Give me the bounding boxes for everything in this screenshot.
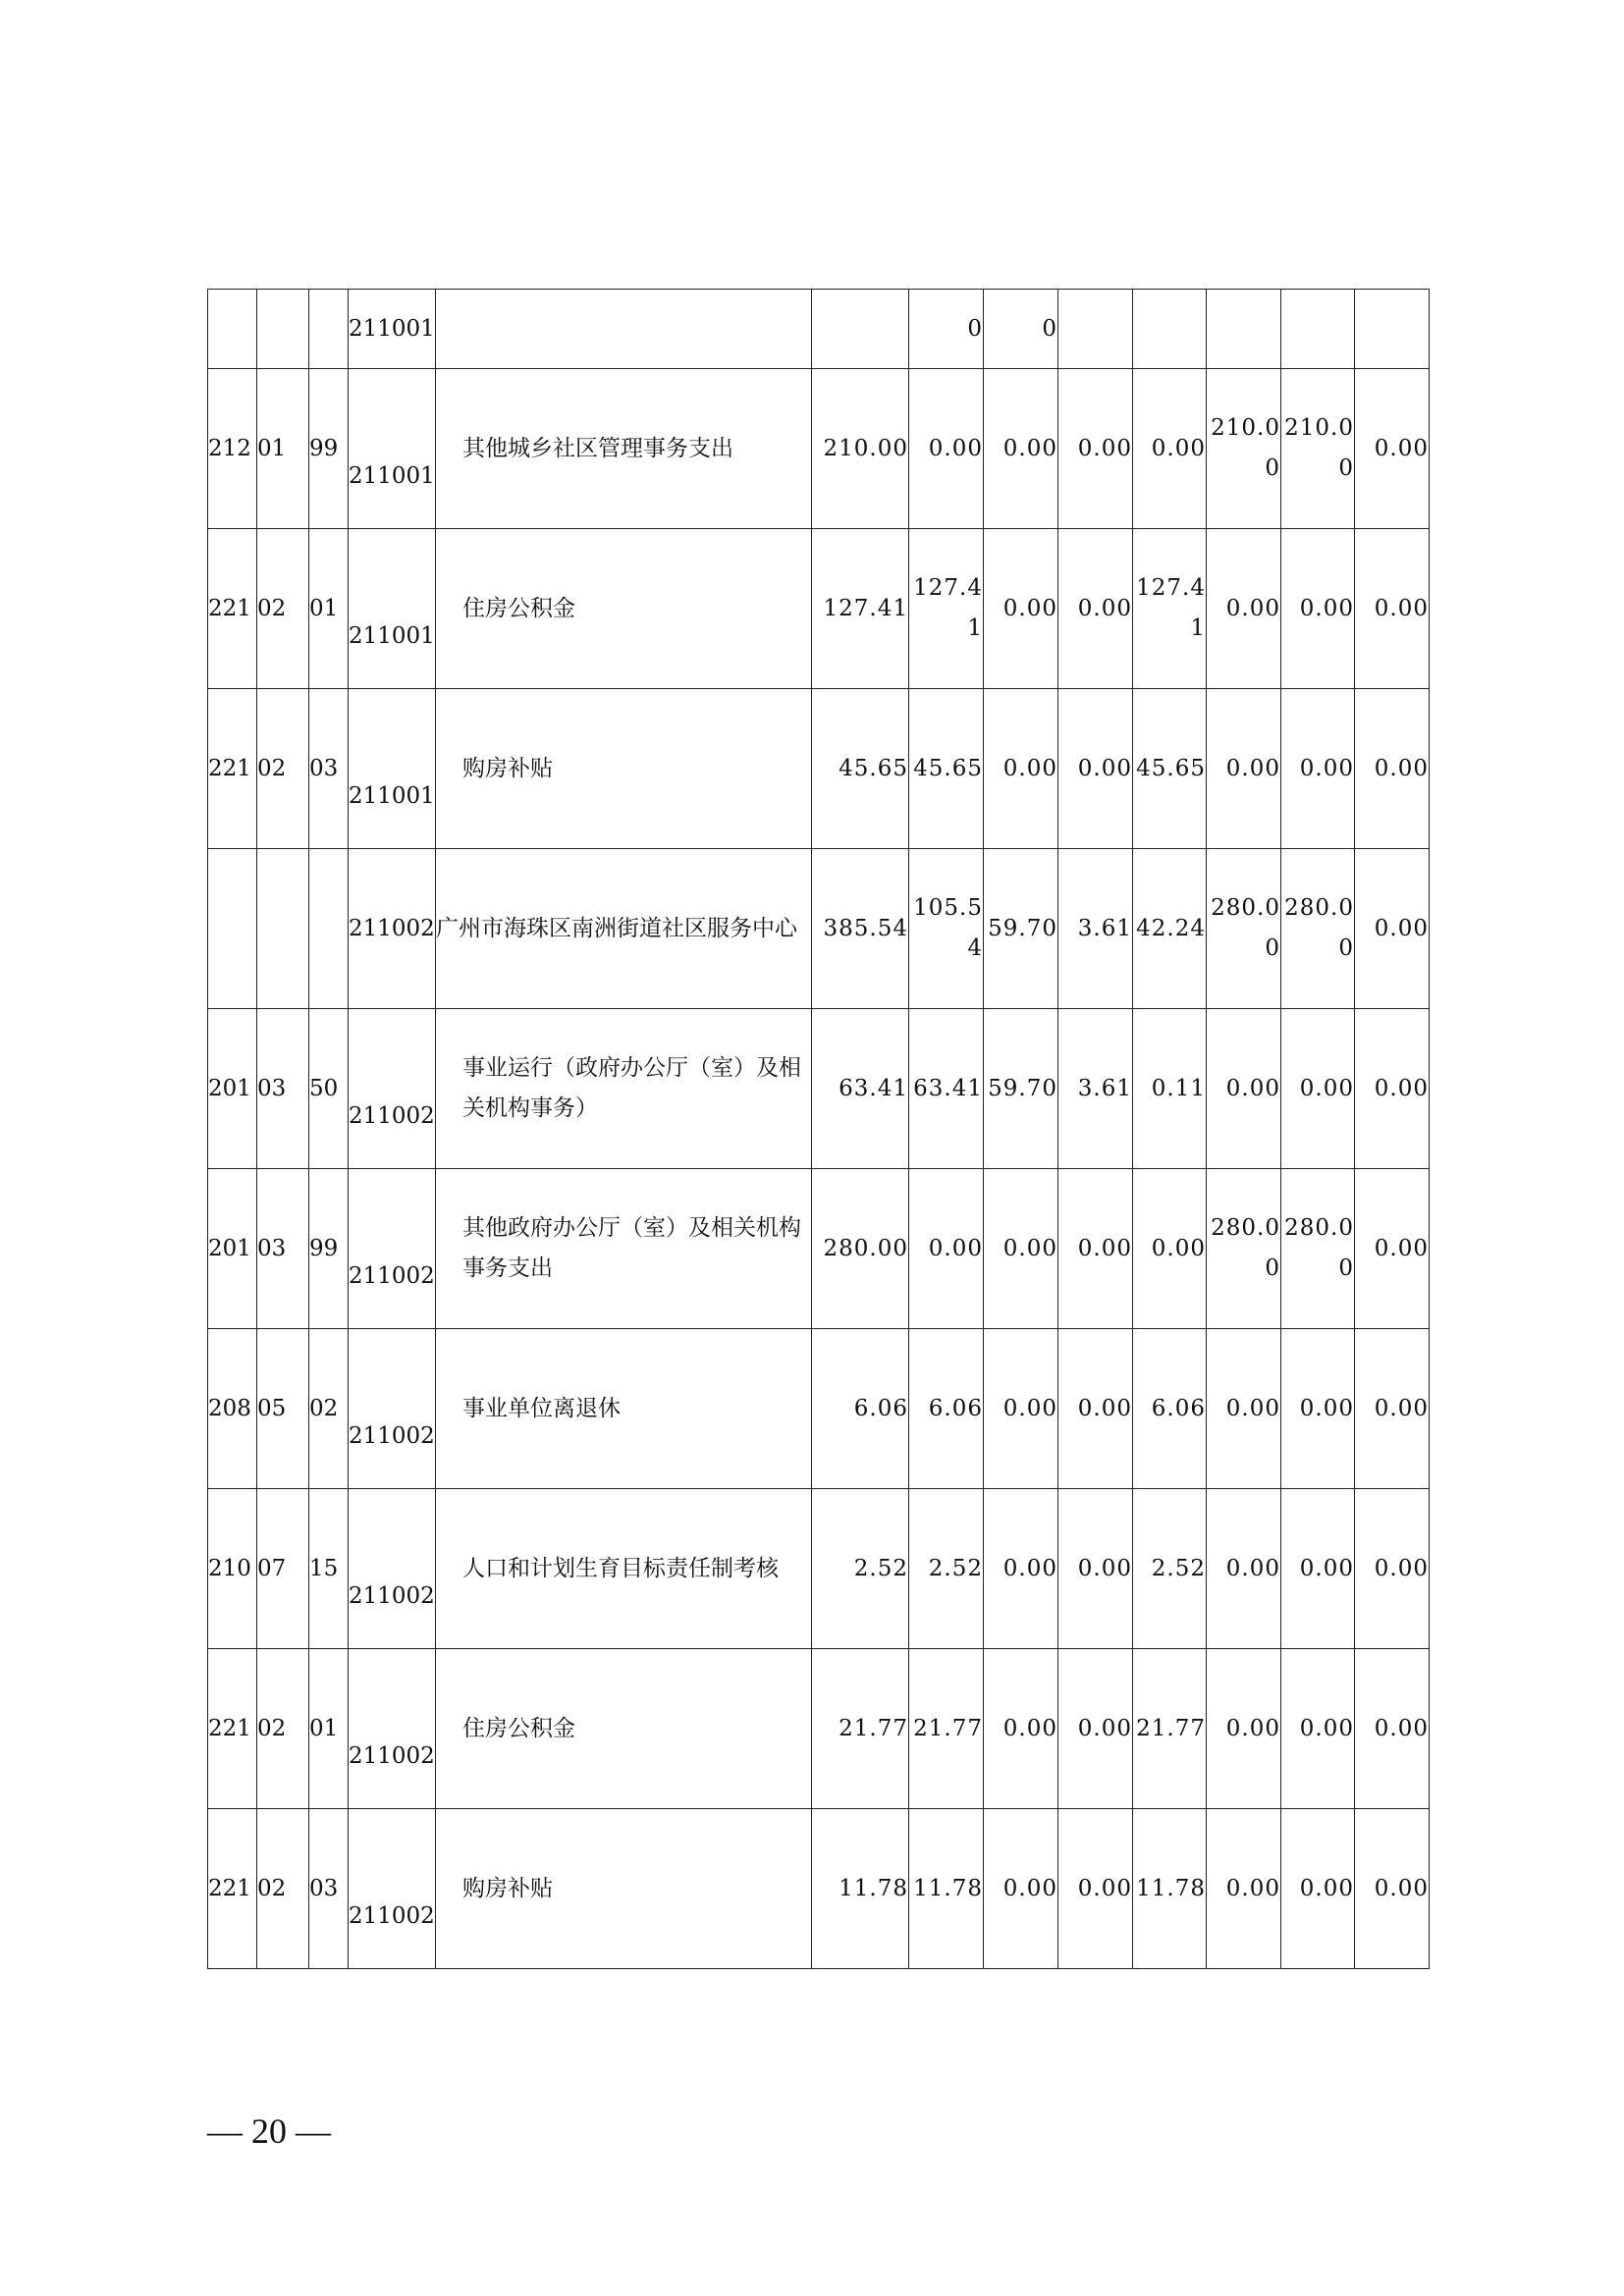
item-name	[436, 1329, 812, 1489]
amount-c6	[1281, 290, 1355, 369]
item-name-text: 人口和计划生育目标责任制考核	[462, 1555, 779, 1581]
amount-value: 0	[1042, 315, 1057, 342]
amount-c1	[909, 1649, 984, 1809]
item-name-text: 购房补贴	[462, 755, 553, 781]
amount-c5	[1207, 1489, 1281, 1649]
amount-value: 0.00	[1002, 1715, 1057, 1741]
amount-c6	[1281, 689, 1355, 849]
code-cls: 221	[208, 1809, 257, 1969]
item-name-text: 住房公积金	[462, 1715, 575, 1741]
amount-c2	[984, 369, 1058, 529]
amount-value: 0.00	[928, 1235, 983, 1261]
code-item: 01	[309, 529, 349, 689]
amount-c6	[1281, 1649, 1355, 1809]
code-fun	[257, 849, 309, 1009]
amount-c6	[1281, 849, 1355, 1009]
amount-value: 0.00	[1374, 595, 1429, 621]
amount-c2	[984, 1169, 1058, 1329]
amount-c1	[909, 1809, 984, 1969]
amount-c2	[984, 290, 1058, 369]
code-cls	[208, 849, 257, 1009]
amount-c1	[909, 529, 984, 689]
amount-value: 0.00	[1002, 755, 1057, 781]
table-body	[208, 290, 1430, 1969]
org-code	[349, 1649, 436, 1809]
amount-c7	[1355, 529, 1430, 689]
code-item: 02	[309, 1329, 349, 1489]
item-name	[436, 689, 812, 849]
amount-c5	[1207, 1009, 1281, 1169]
amount-value: 0.00	[928, 435, 983, 461]
amount-total	[812, 1169, 909, 1329]
amount-value: 63.41	[913, 1075, 983, 1101]
amount-c7	[1355, 849, 1430, 1009]
amount-value: 0.00	[1002, 1235, 1057, 1261]
amount-c4	[1133, 290, 1207, 369]
amount-total	[812, 1809, 909, 1969]
amount-c3	[1058, 1809, 1133, 1969]
item-name	[436, 1169, 812, 1329]
amount-value: 0.00	[1002, 595, 1057, 621]
org-code	[349, 1329, 436, 1489]
org-code	[349, 689, 436, 849]
amount-value: 6.06	[853, 1395, 908, 1421]
code-item	[309, 849, 349, 1009]
amount-value: 0.00	[1225, 595, 1280, 621]
amount-value: 0.00	[1225, 1875, 1280, 1901]
item-name	[436, 290, 812, 369]
item-name	[436, 1649, 812, 1809]
amount-value: 0.00	[1299, 1715, 1354, 1741]
org-code-text: 211002	[349, 916, 435, 941]
code-cls: 210	[208, 1489, 257, 1649]
amount-c4	[1133, 529, 1207, 689]
org-code	[349, 369, 436, 529]
amount-total	[812, 689, 909, 849]
item-name	[436, 1009, 812, 1169]
amount-value: 280.00	[1284, 1215, 1354, 1281]
amount-c7	[1355, 1009, 1430, 1169]
amount-c3	[1058, 529, 1133, 689]
amount-value: 280.00	[1211, 895, 1280, 961]
code-fun	[257, 290, 309, 369]
code-fun: 02	[257, 689, 309, 849]
item-name-text: 购房补贴	[462, 1875, 553, 1901]
amount-c3	[1058, 1489, 1133, 1649]
amount-value: 0.00	[1077, 595, 1132, 621]
amount-value: 6.06	[928, 1395, 983, 1421]
org-code	[349, 1489, 436, 1649]
code-cls: 221	[208, 689, 257, 849]
table-row	[208, 1809, 1430, 1969]
amount-c7	[1355, 689, 1430, 849]
amount-value: 127.41	[823, 595, 908, 621]
item-name-text: 其他城乡社区管理事务支出	[462, 435, 733, 461]
org-code-text: 211002	[349, 1583, 435, 1609]
amount-c5	[1207, 849, 1281, 1009]
code-fun: 03	[257, 1009, 309, 1169]
amount-c2	[984, 1009, 1058, 1169]
code-cls: 212	[208, 369, 257, 529]
table-row	[208, 849, 1430, 1009]
amount-c2	[984, 1809, 1058, 1969]
amount-value: 0.00	[1077, 1715, 1132, 1741]
amount-value: 0.00	[1077, 1235, 1132, 1261]
code-item: 01	[309, 1649, 349, 1809]
code-fun: 03	[257, 1169, 309, 1329]
amount-c2	[984, 1489, 1058, 1649]
amount-value: 105.54	[913, 895, 983, 961]
amount-value: 21.77	[913, 1715, 983, 1741]
amount-value: 0.00	[1374, 1395, 1429, 1421]
org-code-text: 211002	[349, 1263, 435, 1289]
amount-c1	[909, 1009, 984, 1169]
amount-value: 21.77	[839, 1715, 908, 1741]
amount-c7	[1355, 369, 1430, 529]
amount-c7	[1355, 290, 1430, 369]
org-code	[349, 1009, 436, 1169]
org-code-text: 211001	[349, 463, 435, 489]
amount-value: 0.00	[1077, 755, 1132, 781]
amount-total	[812, 1489, 909, 1649]
amount-c4	[1133, 1649, 1207, 1809]
amount-c1	[909, 689, 984, 849]
table-row	[208, 1169, 1430, 1329]
code-item: 03	[309, 689, 349, 849]
amount-total	[812, 849, 909, 1009]
amount-c3	[1058, 1649, 1133, 1809]
amount-value: 0.00	[1225, 1555, 1280, 1581]
amount-c3	[1058, 369, 1133, 529]
amount-c7	[1355, 1809, 1430, 1969]
amount-c5	[1207, 689, 1281, 849]
amount-value: 2.52	[928, 1555, 983, 1581]
code-fun: 01	[257, 369, 309, 529]
amount-value: 11.78	[839, 1875, 908, 1901]
org-code-text: 211002	[349, 1743, 435, 1769]
amount-value: 6.06	[1151, 1395, 1206, 1421]
amount-c6	[1281, 529, 1355, 689]
code-item	[309, 290, 349, 369]
amount-c3	[1058, 290, 1133, 369]
amount-value: 45.65	[1136, 755, 1206, 781]
amount-value: 0.00	[1077, 435, 1132, 461]
amount-c4	[1133, 689, 1207, 849]
amount-total	[812, 1649, 909, 1809]
amount-value: 42.24	[1136, 915, 1206, 941]
amount-total	[812, 369, 909, 529]
code-cls: 221	[208, 1649, 257, 1809]
amount-total	[812, 290, 909, 369]
code-item: 99	[309, 369, 349, 529]
amount-value: 0.00	[1374, 1875, 1429, 1901]
org-code-text: 211002	[349, 1103, 435, 1129]
amount-value: 0.00	[1374, 1235, 1429, 1261]
org-code	[349, 290, 436, 369]
item-name	[436, 849, 812, 1009]
amount-value: 280.00	[1284, 895, 1354, 961]
amount-value: 2.52	[853, 1555, 908, 1581]
amount-c4	[1133, 1169, 1207, 1329]
item-name-text: 事业运行（政府办公厅（室）及相关机构事务）	[462, 1055, 801, 1121]
amount-total	[812, 529, 909, 689]
amount-c3	[1058, 689, 1133, 849]
org-code-text: 211001	[349, 783, 435, 809]
amount-c3	[1058, 1169, 1133, 1329]
amount-c5	[1207, 1809, 1281, 1969]
table-row	[208, 369, 1430, 529]
org-code-text: 211002	[349, 1423, 435, 1449]
amount-c3	[1058, 849, 1133, 1009]
amount-value: 0.11	[1151, 1075, 1206, 1101]
item-name	[436, 1489, 812, 1649]
amount-c5	[1207, 529, 1281, 689]
amount-value: 210.00	[1211, 415, 1280, 481]
amount-value: 0.00	[1151, 1235, 1206, 1261]
amount-c6	[1281, 1489, 1355, 1649]
amount-value: 0.00	[1002, 435, 1057, 461]
amount-c2	[984, 1329, 1058, 1489]
code-item: 03	[309, 1809, 349, 1969]
amount-value: 0.00	[1077, 1395, 1132, 1421]
amount-c1	[909, 849, 984, 1009]
amount-value: 0.00	[1299, 1555, 1354, 1581]
budget-table	[207, 289, 1430, 1969]
amount-value: 0.00	[1002, 1875, 1057, 1901]
amount-c3	[1058, 1329, 1133, 1489]
amount-value: 0.00	[1002, 1555, 1057, 1581]
amount-c7	[1355, 1489, 1430, 1649]
amount-value: 0.00	[1374, 915, 1429, 941]
table-row	[208, 1489, 1430, 1649]
amount-value: 0.00	[1299, 595, 1354, 621]
amount-c6	[1281, 1169, 1355, 1329]
amount-value: 0.00	[1225, 1075, 1280, 1101]
amount-c7	[1355, 1329, 1430, 1489]
amount-value: 0.00	[1299, 755, 1354, 781]
code-cls: 221	[208, 529, 257, 689]
amount-value: 0.00	[1374, 435, 1429, 461]
code-fun: 02	[257, 1649, 309, 1809]
table-row	[208, 529, 1430, 689]
amount-value: 45.65	[839, 755, 908, 781]
amount-value: 2.52	[1151, 1555, 1206, 1581]
code-cls: 201	[208, 1169, 257, 1329]
code-item: 50	[309, 1009, 349, 1169]
amount-c1	[909, 1329, 984, 1489]
amount-total	[812, 1009, 909, 1169]
table-row	[208, 1009, 1430, 1169]
code-fun: 02	[257, 529, 309, 689]
code-cls: 208	[208, 1329, 257, 1489]
amount-c6	[1281, 1809, 1355, 1969]
amount-value: 0.00	[1225, 1395, 1280, 1421]
code-fun: 05	[257, 1329, 309, 1489]
amount-c4	[1133, 369, 1207, 529]
amount-c3	[1058, 1009, 1133, 1169]
item-name-text: 住房公积金	[462, 595, 575, 621]
amount-value: 11.78	[1136, 1875, 1206, 1901]
code-fun: 02	[257, 1809, 309, 1969]
table-row	[208, 1329, 1430, 1489]
item-name-text: 其他政府办公厅（室）及相关机构事务支出	[462, 1215, 801, 1281]
code-cls	[208, 290, 257, 369]
code-item: 99	[309, 1169, 349, 1329]
org-code	[349, 1809, 436, 1969]
amount-value: 0.00	[1374, 1075, 1429, 1101]
amount-c1	[909, 1489, 984, 1649]
amount-value: 210.00	[1284, 415, 1354, 481]
amount-c2	[984, 849, 1058, 1009]
amount-c2	[984, 1649, 1058, 1809]
amount-value: 280.00	[1211, 1215, 1280, 1281]
amount-c7	[1355, 1649, 1430, 1809]
page-number: — 20 —	[207, 2111, 331, 2151]
amount-c5	[1207, 369, 1281, 529]
item-name	[436, 369, 812, 529]
amount-value: 45.65	[913, 755, 983, 781]
amount-c6	[1281, 369, 1355, 529]
org-code-text: 211002	[349, 1903, 435, 1929]
org-code	[349, 1169, 436, 1329]
item-name	[436, 529, 812, 689]
amount-value: 127.41	[913, 575, 983, 641]
amount-c2	[984, 529, 1058, 689]
amount-c1	[909, 1169, 984, 1329]
code-cls: 201	[208, 1009, 257, 1169]
code-item: 15	[309, 1489, 349, 1649]
amount-value: 210.00	[823, 435, 908, 461]
amount-value: 0.00	[1374, 755, 1429, 781]
amount-value: 385.54	[823, 915, 908, 941]
item-name-text: 事业单位离退休	[462, 1395, 621, 1421]
amount-value: 3.61	[1077, 1075, 1132, 1101]
amount-c4	[1133, 1809, 1207, 1969]
amount-value: 280.00	[823, 1235, 908, 1261]
amount-c4	[1133, 1009, 1207, 1169]
amount-value: 3.61	[1077, 915, 1132, 941]
amount-value: 0.00	[1077, 1875, 1132, 1901]
amount-c1	[909, 290, 984, 369]
amount-value: 0.00	[1299, 1875, 1354, 1901]
amount-value: 0.00	[1151, 435, 1206, 461]
amount-value: 0.00	[1299, 1395, 1354, 1421]
amount-value: 0	[967, 315, 983, 342]
amount-c6	[1281, 1329, 1355, 1489]
org-code-text: 211001	[349, 316, 435, 342]
amount-value: 11.78	[913, 1875, 983, 1901]
amount-c5	[1207, 290, 1281, 369]
code-fun: 07	[257, 1489, 309, 1649]
amount-value: 59.70	[988, 915, 1057, 941]
amount-value: 63.41	[839, 1075, 908, 1101]
table-row	[208, 1649, 1430, 1809]
item-name-text: 广州市海珠区南洲街道社区服务中心	[436, 915, 797, 941]
amount-c5	[1207, 1329, 1281, 1489]
amount-c4	[1133, 1489, 1207, 1649]
amount-c2	[984, 689, 1058, 849]
amount-value: 0.00	[1374, 1555, 1429, 1581]
amount-value: 0.00	[1225, 755, 1280, 781]
amount-value: 0.00	[1374, 1715, 1429, 1741]
amount-total	[812, 1329, 909, 1489]
amount-value: 0.00	[1077, 1555, 1132, 1581]
amount-value: 0.00	[1225, 1715, 1280, 1741]
amount-c6	[1281, 1009, 1355, 1169]
org-code	[349, 849, 436, 1009]
org-code-text: 211001	[349, 623, 435, 649]
amount-c4	[1133, 849, 1207, 1009]
amount-value: 0.00	[1002, 1395, 1057, 1421]
item-name	[436, 1809, 812, 1969]
org-code	[349, 529, 436, 689]
amount-value: 59.70	[988, 1075, 1057, 1101]
table-row	[208, 290, 1430, 369]
amount-c1	[909, 369, 984, 529]
amount-c5	[1207, 1169, 1281, 1329]
amount-value: 127.41	[1136, 575, 1206, 641]
amount-c4	[1133, 1329, 1207, 1489]
amount-value: 21.77	[1136, 1715, 1206, 1741]
amount-c5	[1207, 1649, 1281, 1809]
table-row	[208, 689, 1430, 849]
amount-value: 0.00	[1299, 1075, 1354, 1101]
amount-c7	[1355, 1169, 1430, 1329]
